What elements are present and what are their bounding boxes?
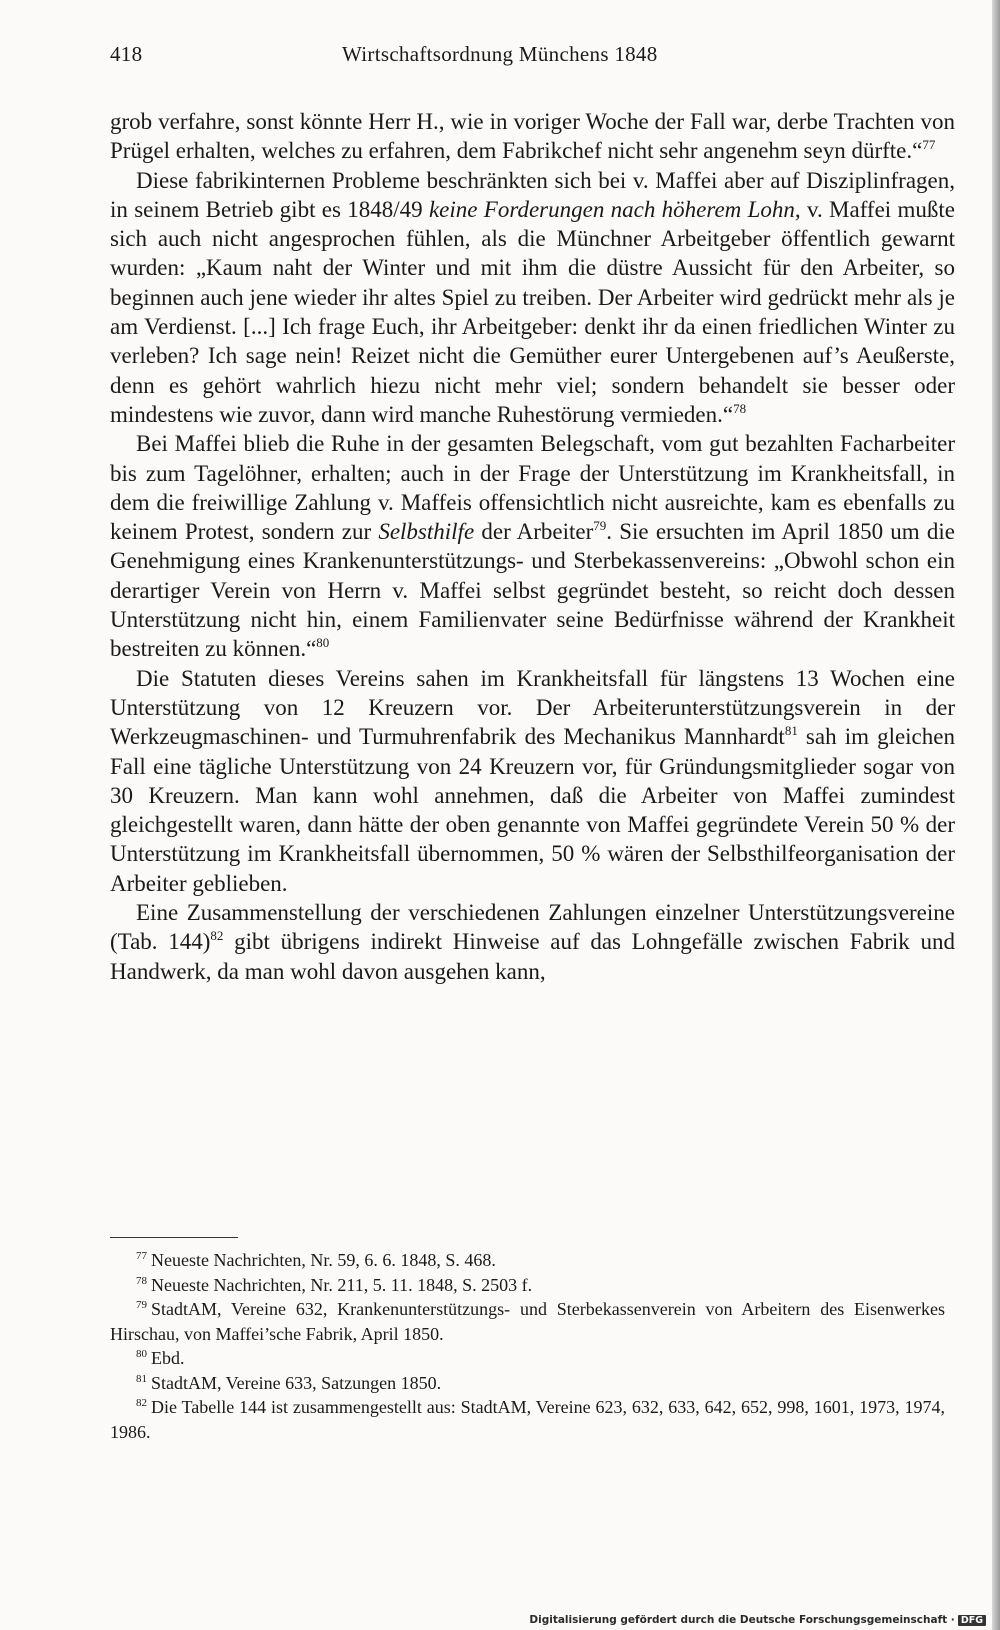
- footnotes: [110, 1248, 945, 1444]
- paragraph-2-text-a: Diese fabrikinternen Probleme beschränkten sich bei v. Maffei aber auf Disziplinfragen, in seinem Betrieb gibt es 1848/49: [110, 167, 955, 222]
- footnote-text: Ebd.: [151, 1348, 185, 1368]
- footnote-80: [110, 1346, 945, 1371]
- paragraph-1: [110, 107, 955, 166]
- footnote-number: 81: [136, 1372, 147, 1385]
- footnote-82: [110, 1395, 945, 1444]
- paragraph-3-text-d: . Sie ersuchten im April 1850 um die Genehmigung eines Krankenunterstützungs- und Sterbekassenvereins: „Obwohl schon ein derartiger Verein von Herrn v. Maffei selbst gegründet besteht, so reicht doch dessen Unterstützung nicht hin, einem Familienvater seine Bedürfnisse während der Krankheit bestreiten zu können.“: [110, 519, 955, 662]
- footnote-ref-80: 80: [316, 635, 330, 651]
- paragraph-1-text: grob verfahre, sonst könnte Herr H., wie in voriger Woche der Fall war, derbe Trachten von Prügel erhalten, welches zu erfahren, dem Fabrikchef nicht sehr angenehm seyn dürfte.“: [110, 109, 955, 164]
- paragraph-4: [110, 664, 955, 898]
- footnote-text: StadtAM, Vereine 632, Krankenunterstützungs- und Sterbekassenverein von Arbeitern des Eisenwerkes Hirschau, von Maffei’sche Fabrik, April 1850.: [110, 1299, 945, 1344]
- paragraph-5-text-b: gibt übrigens indirekt Hinweise auf das Lohngefälle zwischen Fabrik und Handwerk, da man wohl davon ausgehen kann,: [110, 929, 955, 984]
- footnote-number: 80: [136, 1348, 147, 1360]
- page-number: 418: [110, 42, 143, 66]
- footnote-divider: [110, 1237, 238, 1238]
- footnote-ref-78: 78: [733, 400, 747, 416]
- footnote-78: [110, 1273, 945, 1298]
- paragraph-2: [110, 166, 955, 430]
- footnote-77: [110, 1248, 945, 1273]
- footnote-number: 77: [136, 1250, 147, 1262]
- paragraph-2-text-c: v. Maffei mußte sich auch nicht angesprochen fühlen, als die Münchner Arbeitgeber öffentlich gewarnt wurden: „Kaum naht der Winter und mit ihm die düstre Aussicht für den Arbeiter, so beginnen auch jene wieder ihr altes Spiel zu treiben. Der Arbeiter wird gedrückt mehr als je am Verdienst. [...] Ich frage Euch, ihr Arbeitgeber: denkt ihr da einen friedlichen Winter zu verleben? Ich sage nein! Reizet nicht die Gemüther eurer Untergebenen auf’s Aeußerste, denn es gehört wahrlich hiezu nicht mehr viel; sondern behandelt sie besser oder mindestens wie zuvor, dann wird manche Ruhestörung vermieden.“: [110, 196, 955, 427]
- paragraph-3-text-c: der Arbeiter: [474, 519, 594, 545]
- paragraph-5-text-a: Eine Zusammenstellung der verschiedenen Zahlungen einzelner Unterstützungsvereine (Tab. 144): [110, 900, 955, 955]
- paragraph-3: [110, 429, 955, 663]
- footnote-ref-79: 79: [593, 518, 607, 534]
- credit-text: Digitalisierung gefördert durch die Deutsche Forschungsgemeinschaft ·: [529, 1614, 955, 1626]
- footnote-81: [110, 1371, 945, 1396]
- paragraph-4-text-b: sah im gleichen Fall eine tägliche Unterstützung von 24 Kreuzern vor, für Gründungsmitglieder sogar von 30 Kreuzern. Man kann wohl annehmen, daß die Arbeiter von Maffei zumindest gleichgestellt waren, dann hätte der oben genannte von Maffei gegründete Verein 50 % der Unterstützung im Krankheitsfall übernommen, 50 % wären der Selbsthilfeorganisation der Arbeiter geblieben.: [110, 724, 955, 896]
- footnote-text: Neueste Nachrichten, Nr. 59, 6. 6. 1848, S. 468.: [151, 1250, 496, 1270]
- paragraph-2-emphasis: keine Forderungen nach höherem Lohn,: [428, 196, 801, 222]
- page-edge-shadow: [992, 0, 1000, 1630]
- footnote-text: StadtAM, Vereine 633, Satzungen 1850.: [151, 1372, 442, 1393]
- footnote-number: 82: [136, 1397, 147, 1409]
- body-text: [110, 107, 955, 986]
- page-header: [110, 42, 955, 76]
- paragraph-3-text-a: Bei Maffei blieb die Ruhe in der gesamten Belegschaft, vom gut bezahlten Facharbeiter bis zum Tagelöhner, erhalten; auch in der Frage der Unterstützung im Krankheitsfall, in dem die freiwillige Zahlung v. Maffeis offensichtlich nicht ausreichte, kam es ebenfalls zu keinem Protest, sondern zur: [110, 431, 955, 545]
- footnote-number: 79: [136, 1299, 147, 1311]
- paragraph-4-text-a: Die Statuten dieses Vereins sahen im Krankheitsfall für längstens 13 Wochen eine Unterstützung von 12 Kreuzern vor. Der Arbeiterunterstützungsverein in der Werkzeugmaschinen- und Turmuhrenfabrik des Mechanikus Mannhardt: [110, 665, 955, 750]
- footnote-ref-81: 81: [784, 723, 798, 739]
- footnote-79: [110, 1297, 945, 1346]
- paragraph-5: [110, 898, 955, 986]
- dfg-logo-icon: DFG: [958, 1615, 986, 1626]
- paragraph-3-emphasis: Selbsthilfe: [378, 519, 475, 545]
- running-title: Wirtschaftsordnung Münchens 1848: [342, 42, 658, 66]
- footnote-ref-77: 77: [922, 137, 936, 153]
- footnote-text: Neueste Nachrichten, Nr. 211, 5. 11. 1848, S. 2503 f.: [151, 1274, 533, 1295]
- footnote-number: 78: [136, 1274, 147, 1287]
- digitization-credit: [529, 1614, 986, 1626]
- footnote-ref-82: 82: [210, 928, 224, 944]
- footnote-text: Die Tabelle 144 ist zusammengestellt aus: StadtAM, Vereine 623, 632, 633, 642, 652, 998, 1601, 1973, 1974, 1986.: [110, 1397, 945, 1442]
